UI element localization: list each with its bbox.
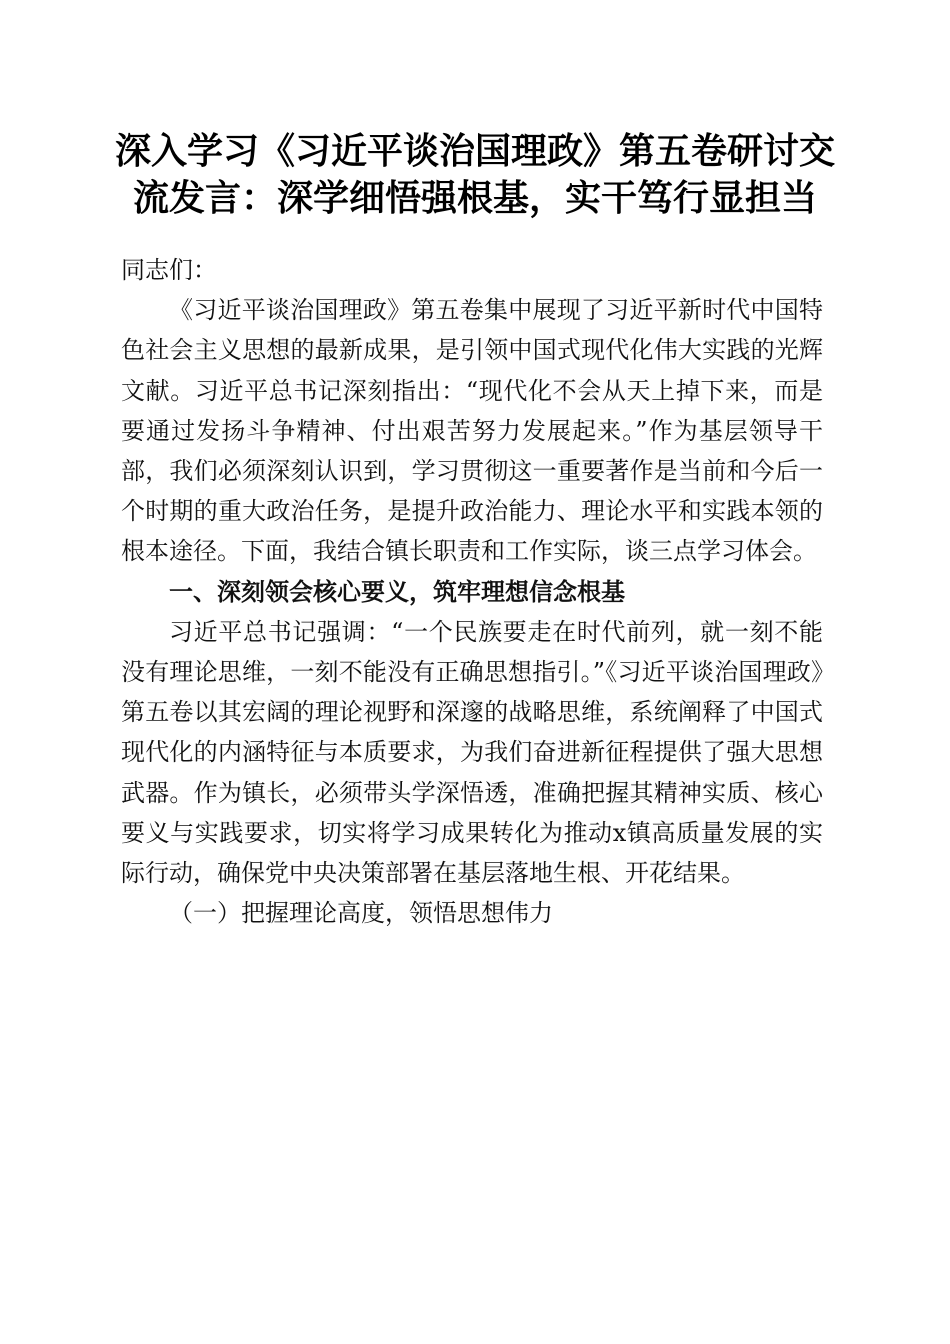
section-heading-1: 一、深刻领会核心要义，筑牢理想信念根基	[169, 577, 625, 606]
paragraph-section-1: 习近平总书记强调：“一个民族要走在时代前列，就一刻不能没有理论思维，一刻不能没有正确思想指引。”《习近平谈治国理政》第五卷以其宏阔的理论视野和深邃的战略思维，系统阐释了中国式现代化的内涵特征与本质要求，为我们奋进新征程提供了强大思想武器。作为镇长，必须带头学深悟透，准确把握其精神实质、核心要义与实践要求，切实将学习成果转化为推动x镇高质量发展的实际行动，确保党中央决策部署在基层落地生根、开花结果。	[121, 617, 823, 888]
salutation: 同志们：	[121, 256, 217, 284]
title-line-2: 流发言：深学细悟强根基，实干笃行显担当	[132, 178, 817, 219]
subsection-heading-1: （一）把握理论高度，领悟思想伟力	[169, 899, 553, 928]
paragraph-intro: 《习近平谈治国理政》第五卷集中展现了习近平新时代中国特色社会主义思想的最新成果，是引领中国式现代化伟大实践的光辉文献。习近平总书记深刻指出：“现代化不会从天上掉下来，而是要通过发扬斗争精神、付出艰苦努力发展起来。”作为基层领导干部，我们必须深刻认识到，学习贯彻这一重要著作是当前和今后一个时期的重大政治任务，是提升政治能力、理论水平和实践本领的根本途径。下面，我结合镇长职责和工作实际，谈三点学习体会。	[121, 296, 823, 566]
document-body	[121, 250, 823, 933]
title-line-1: 深入学习《习近平谈治国理政》第五卷研讨交	[114, 131, 835, 172]
document-title	[100, 128, 850, 222]
